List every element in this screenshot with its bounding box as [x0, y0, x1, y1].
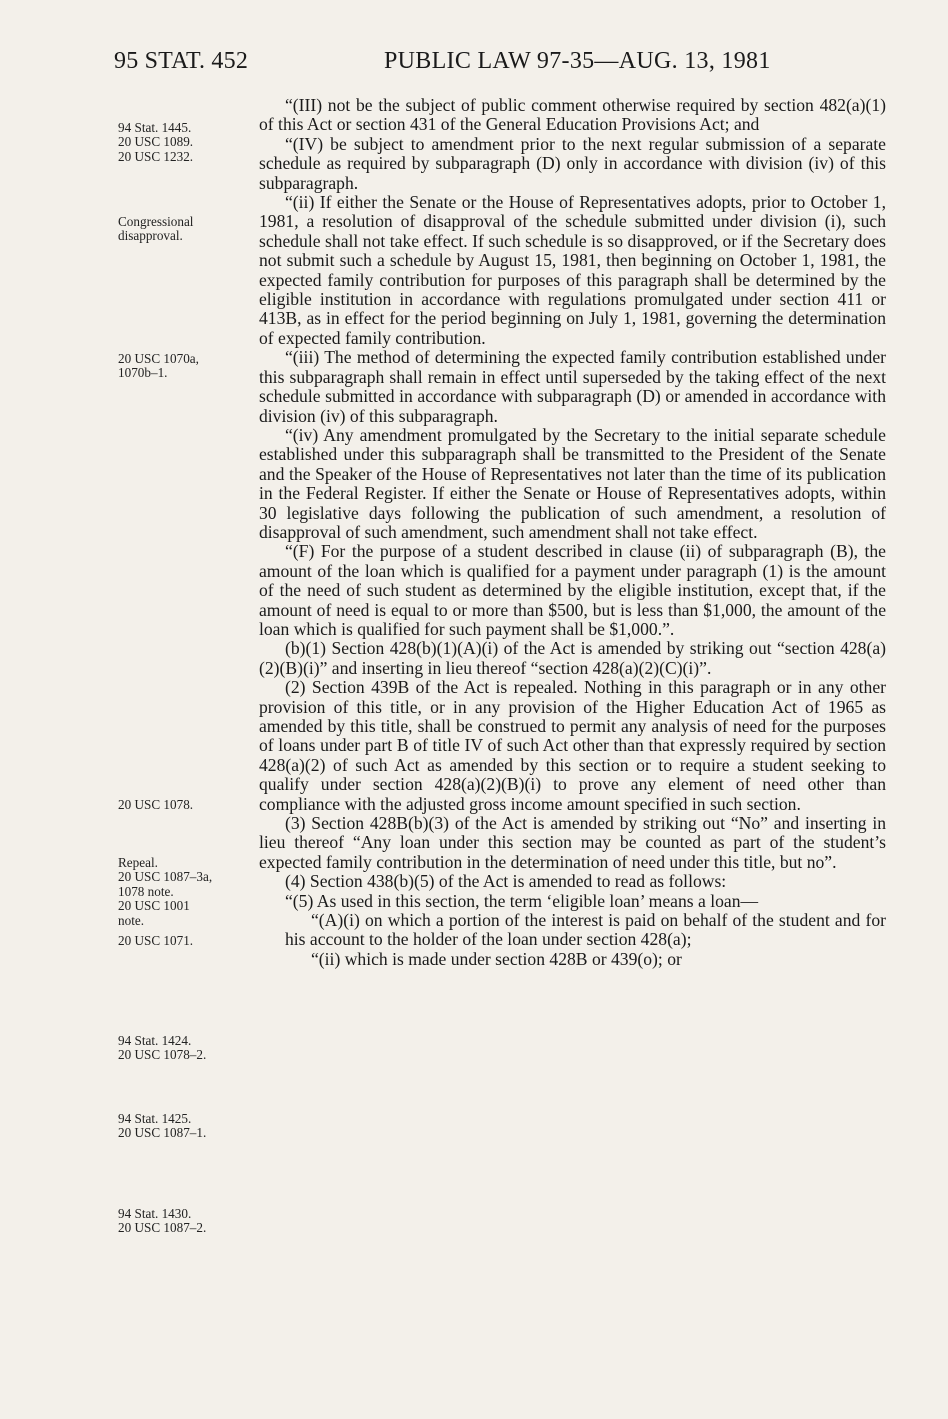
law-title: PUBLIC LAW 97-35—AUG. 13, 1981: [384, 48, 771, 74]
margin-note-stat-1445: [118, 121, 248, 164]
paragraph-f: “(F) For the purpose of a student described in clause (ii) of subparagraph (B), the amount of the loan which is qualified for a payment under paragraph (1) is the amount of the need of such student as determined by the eligible institution, except that, if the amount of need is equal to or more than $500, but is less than $1,000, the amount of the loan which is qualified for such payment shall be $1,000.”.: [259, 541, 886, 639]
margin-note-usc-1070a: [118, 352, 248, 381]
paragraph-iii: “(III) not be the subject of public comment otherwise required by section 482(a)(1) of this Act or section 431 of the General Education Provisions Act; and: [259, 95, 886, 135]
margin-line: 20 USC 1087–3a,: [118, 869, 213, 885]
margin-line: 20 USC 1232.: [118, 148, 194, 164]
margin-line: 1078 note.: [118, 883, 174, 899]
margin-line: 20 USC 1087–1.: [118, 1125, 207, 1141]
margin-line: 20 USC 1071.: [118, 933, 194, 949]
margin-line: 94 Stat. 1425.: [118, 1111, 192, 1126]
stat-page-number: 95 STAT. 452: [114, 48, 249, 74]
paragraph-ii-disapproval: “(ii) If either the Senate or the House of Representatives adopts, prior to October 1, 1981, a resolution of disapproval of the schedule submitted under division (i), such schedule shall not take effect. If such schedule is so disapproved, or if the Secretary does not submit such a schedule by August 15, 1981, then beginning on October 1, 1981, the expected family contribution for purposes of this paragraph shall be determined by the eligible institution in accordance with regulations promulgated under section 411 or 413B, as in effect for the period beginning on July 1, 1981, governing the determination of expected family contribution.: [259, 192, 886, 348]
margin-line: disapproval.: [118, 228, 183, 244]
margin-line: Repeal.: [118, 855, 158, 870]
paragraph-iv-amendment: “(iv) Any amendment promulgated by the Secretary to the initial separate schedule established under this subparagraph shall be transmitted to the President of the Senate and the Speaker of the House of Representatives not later than the time of its publication in the Federal Register. If either the Senate or House of Representatives adopts, within 30 legislative days following the publication of such amendment, a resolution of disapproval of such amendment, such amendment shall not take effect.: [259, 424, 886, 542]
paragraph-iii-method: “(iii) The method of determining the expected family contribution established under this subparagraph shall remain in effect until superseded by the taking effect of the next schedule submitted in accordance with subparagraph (D) or amended in accordance with division (iv) of this subparagraph.: [259, 347, 886, 426]
paragraph-b-1: (b)(1) Section 428(b)(1)(A)(i) of the Act is amended by striking out “section 428(a)(2)(B)(i)” and inserting in lieu thereof “section 428(a)(2)(C)(i)”.: [259, 638, 886, 678]
paragraph-iv: “(IV) be subject to amendment prior to the next regular submission of a separate schedule as required by subparagraph (D) only in accordance with division (iv) of this subparagraph.: [259, 133, 886, 193]
margin-line: 94 Stat. 1430.: [118, 1206, 192, 1221]
margin-note-usc-1078: [118, 798, 248, 812]
margin-line: 1070b–1.: [118, 365, 168, 381]
margin-line: 20 USC 1070a,: [118, 351, 199, 366]
margin-line: 94 Stat. 1445.: [118, 120, 192, 135]
paragraph-a-i: “(A)(i) on which a portion of the interest is paid on behalf of the student and for his account to the holder of the loan under section 428(a);: [285, 910, 886, 950]
paragraph-2-repeal: (2) Section 439B of the Act is repealed. Nothing in this paragraph or in any other provision of this title, or in any provision of the Higher Education Act of 1965 as amended by this title, shall be construed to permit any analysis of need for the purposes of loans under part B of title IV of such Act other than that expressly required by section 428(a)(2) of such Act as amended by this section or to require a student seeking to qualify under section 428(a)(2)(B)(i) to prove any element of need other than compliance with the adjusted gross income amount specified in such section.: [259, 677, 886, 814]
paragraph-ii-428b: “(ii) which is made under section 428B or 439(o); or: [311, 948, 682, 969]
statute-body: [259, 96, 886, 969]
margin-line: 20 USC 1001: [118, 898, 190, 914]
margin-line: 20 USC 1078.: [118, 797, 194, 812]
margin-note-stat-1424: [118, 1034, 248, 1063]
margin-line: Congressional: [118, 214, 194, 229]
margin-line: 94 Stat. 1424.: [118, 1033, 192, 1048]
page-header: [0, 48, 948, 88]
margin-note-repeal: [118, 856, 248, 948]
margin-line: 20 USC 1087–2.: [118, 1220, 207, 1236]
margin-note-congressional-disapproval: [118, 215, 248, 244]
paragraph-3: (3) Section 428B(b)(3) of the Act is amended by striking out “No” and inserting in lieu thereof “Any loan under this section may be counted as part of the student’s expected family contribution in the determination of need under this title, but no”.: [259, 813, 886, 872]
margin-note-stat-1430: [118, 1207, 248, 1236]
margin-line: note.: [118, 912, 145, 928]
paragraph-4: (4) Section 438(b)(5) of the Act is amended to read as follows:: [285, 871, 727, 892]
margin-line: 20 USC 1089.: [118, 134, 194, 150]
margin-note-stat-1425: [118, 1112, 248, 1141]
paragraph-5-eligible-loan: “(5) As used in this section, the term ‘eligible loan’ means a loan—: [285, 890, 759, 911]
margin-line: 20 USC 1078–2.: [118, 1047, 207, 1063]
